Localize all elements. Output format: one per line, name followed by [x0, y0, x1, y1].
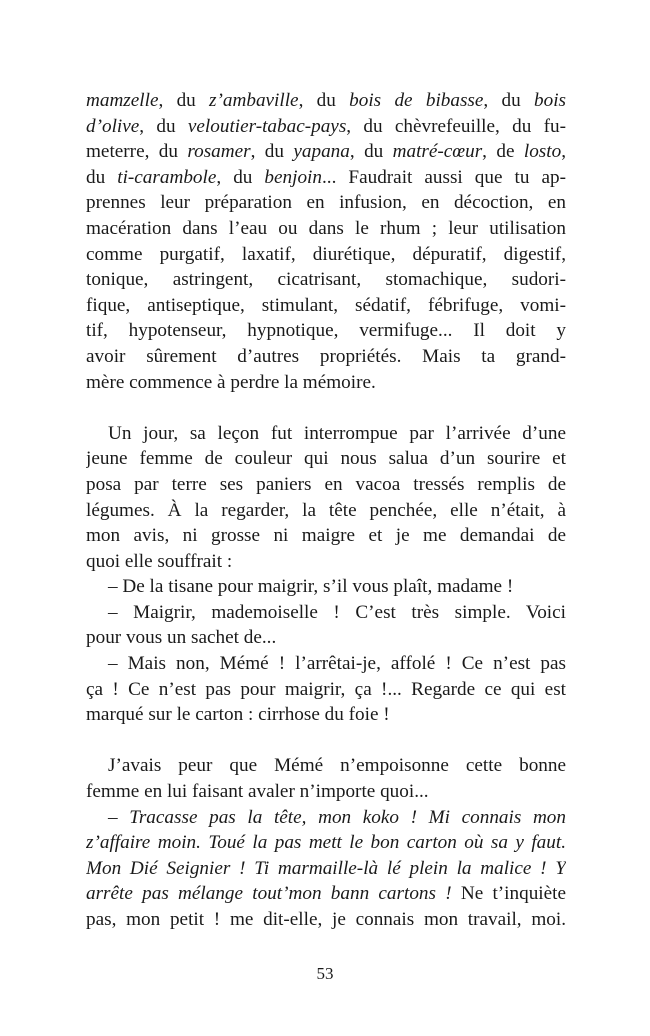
p2-line-10: – Mais non, Mémé ! l’arrêtai-je, affolé ! Ce n’est pas: [108, 653, 566, 675]
p1-line-10: tif, hypotenseur, hypnotique, vermifuge... Il doit y: [86, 320, 566, 342]
p1-line-9: fique, antiseptique, stimulant, sédatif, fébrifuge, vomi-: [86, 294, 566, 316]
p1-line-8: tonique, astringent, cicatrisant, stomachique, sudori-: [86, 269, 566, 291]
paragraph-2: [86, 421, 566, 728]
italic-run: mamzelle: [86, 90, 159, 111]
p1-line-3: [86, 139, 566, 165]
roman-run: , du chèvrefeuille, du fu-: [346, 115, 566, 137]
p3-line-2: femme en lui faisant avaler n’importe quoi...: [86, 781, 429, 803]
paragraph-1: [86, 88, 566, 395]
italic-run: bois de bibasse: [349, 90, 484, 111]
p1-line-6: macération dans l’eau ou dans le rhum ; leur utilisation: [86, 217, 566, 239]
roman-run: , du: [139, 115, 188, 137]
roman-run: , du: [483, 90, 534, 111]
p2-line-1: Un jour, sa leçon fut interrompue par l’arrivée d’une: [108, 422, 566, 444]
roman-run: , du: [158, 90, 210, 111]
p3-line-5: Mon Dié Seignier ! Ti marmaille-là lé plein la malice ! Y: [86, 857, 566, 879]
p3-line-7: pas, mon petit ! me dit-elle, je connais mon travail, moi.: [86, 909, 566, 930]
p3-line-1: J’avais peur que Mémé n’empoisonne cette bonne: [108, 755, 566, 777]
italic-run: yapana: [293, 141, 350, 163]
roman-run: , du: [216, 166, 265, 188]
paragraph-gap: [86, 728, 566, 754]
page-number: 53: [316, 964, 334, 983]
roman-run: ,: [561, 141, 566, 163]
p1-line-1: [86, 88, 566, 114]
p2-line-3: posa par terre ses paniers en vacoa tressés remplis de: [86, 473, 566, 495]
p2-line-4: légumes. À la regarder, la tête penchée, elle n’était, à: [86, 499, 566, 521]
p3-line-4: z’affaire moin. Toué la pas mett le bon carton où sa y faut.: [86, 832, 566, 854]
p1-line-12: mère commence à perdre la mémoire.: [86, 371, 376, 393]
italic-run: d’olive: [86, 115, 140, 137]
p3-line-6: [86, 881, 566, 907]
roman-run: meterre, du: [86, 141, 188, 163]
roman-run: , du: [250, 141, 294, 163]
italic-run: benjoin: [264, 166, 322, 188]
roman-run: du: [86, 166, 118, 188]
p3-line-6-roman: Ne t’inquiète: [451, 883, 566, 905]
p2-line-6: quoi elle souffrait :: [86, 550, 233, 572]
p2-line-8: – Maigrir, mademoiselle ! C’est très simple. Voici: [108, 601, 566, 623]
italic-run: z’ambaville: [209, 90, 299, 111]
p1-line-11: avoir sûrement d’autres propriétés. Mais ta grand-: [86, 345, 566, 367]
roman-run: , du: [349, 141, 393, 163]
italic-run: ti-carambole: [117, 166, 217, 188]
p3-line-3: – Tracasse pas la tête, mon koko ! Mi connais mon: [108, 806, 566, 828]
p3-line-6-italic: arrête pas mélange tout’mon bann cartons !: [86, 883, 452, 905]
p1-line-5: prennes leur préparation en infusion, en décoction, en: [86, 192, 566, 214]
p2-line-7: – De la tisane pour maigrir, s’il vous plaît, madame !: [108, 576, 514, 598]
italic-run: losto: [523, 141, 562, 163]
roman-run: ... Faudrait aussi que tu ap-: [321, 166, 566, 188]
p2-line-11: ça ! Ce n’est pas pour maigrir, ça !... Regarde ce qui est: [86, 678, 566, 700]
italic-run: rosamer: [187, 141, 251, 163]
p2-line-2: jeune femme de couleur qui nous salua d’un sourire et: [86, 448, 566, 470]
italic-run: matré-cœur: [392, 141, 483, 163]
paragraph-gap: [86, 395, 566, 421]
italic-run: veloutier-tabac-pays: [187, 115, 347, 137]
p1-line-2: [86, 114, 566, 140]
italic-run: bois: [534, 90, 566, 111]
paragraph-3: [86, 753, 566, 932]
p2-line-12: marqué sur le carton : cirrhose du foie !: [86, 704, 390, 726]
page-text: [86, 88, 566, 933]
p2-line-5: mon avis, ni grosse ni maigre et je me demandai de: [86, 525, 566, 547]
p1-line-7: comme purgatif, laxatif, diurétique, dépuratif, digestif,: [86, 243, 566, 265]
p2-line-9: pour vous un sachet de...: [86, 627, 277, 649]
roman-run: , du: [298, 90, 350, 111]
roman-run: , de: [482, 141, 524, 163]
p1-line-4: [86, 165, 566, 191]
